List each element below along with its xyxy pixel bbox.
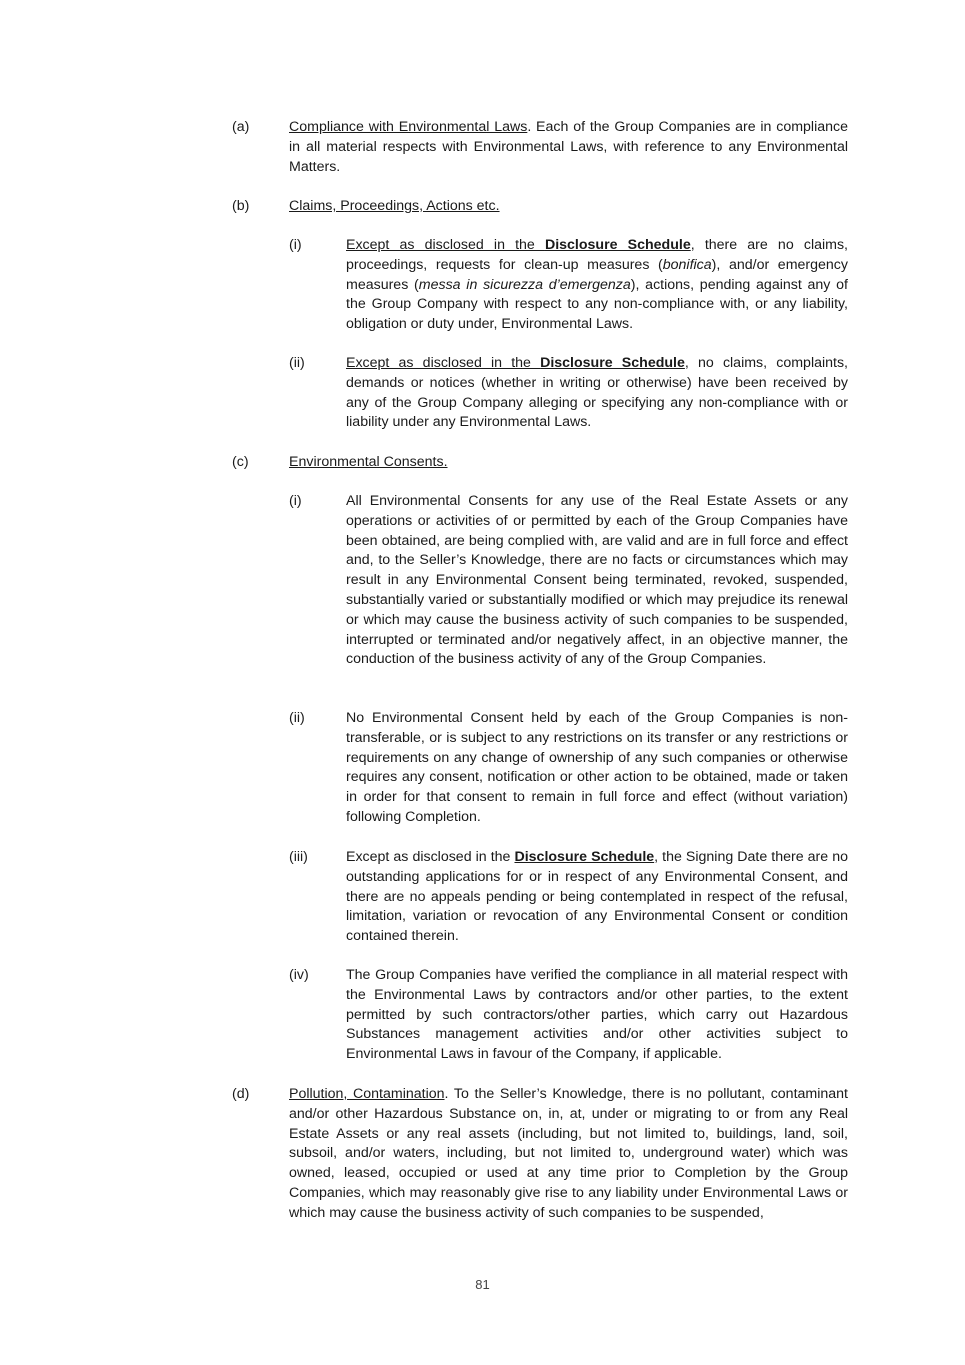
disclosure-schedule-ref: Disclosure Schedule: [540, 355, 685, 371]
clause-d-heading: Pollution, Contamination: [289, 1086, 445, 1102]
subclause-b-i-text-1: , there are no claims, proceedings, requests for clean-up measures (: [346, 237, 848, 273]
subclause-b-ii-lead: Except as disclosed in the: [346, 355, 541, 371]
subclause-label-c-i: (i): [289, 493, 302, 509]
clause-a: [289, 118, 848, 177]
clause-b-heading-row: [289, 197, 848, 217]
page-number: 81: [475, 1277, 490, 1292]
subclause-b-i-italic-2: messa in sicurezza d’emergenza: [418, 276, 631, 293]
subclause-label-b-i: (i): [289, 237, 302, 253]
clause-label-b: (b): [232, 198, 250, 214]
clause-label-c: (c): [232, 454, 249, 470]
subclause-b-i-text-3: ), actions, pending against any of the Group Company with respect to any non-compliance with, or any liability, obligation or duty under, Environmental Laws.: [346, 276, 848, 333]
subclause-label-c-iii: (iii): [289, 849, 308, 865]
clause-d-text: . To the Seller’s Knowledge, there is no pollutant, contaminant and/or other Hazardous Substance on, in, at, under or migrating to or from any Real Estate Assets or any real assets (including, but not limited to, buildings, land, soil, subsoil, and/or waters, including, but not limited to, underground water) which was owned, leased, occupied or used at any time prior to Completion by the Group Companies, which may reasonably give rise to any liability under Environmental Laws or which may cause the business activity of such companies to be suspended,: [289, 1086, 848, 1221]
clause-c-heading-row: [289, 453, 848, 473]
subclause-c-iv: The Group Companies have verified the compliance in all material respect with the Environmental Laws by contractors and/or other parties, to the extent permitted by such contractors/other parties, which carry out Hazardous Substances management activities and/or other activities subject to Environmental Laws in favour of the Company, if applicable.: [346, 967, 848, 1063]
subclause-b-i-italic-1: bonifica: [662, 256, 712, 273]
subclause-b-ii-text: , no claims, complaints, demands or notices (whether in writing or otherwise) have been received by any of the Group Company alleging or specifying any non-compliance with or liability under any Environmental Laws.: [346, 355, 849, 431]
subclause-b-i-lead: Except as disclosed in the: [346, 237, 545, 253]
clause-d: [289, 1085, 848, 1224]
subclause-c-iii: [346, 848, 848, 947]
clause-b-heading: Claims, Proceedings, Actions etc.: [289, 198, 500, 214]
subclause-label-c-iv: (iv): [289, 967, 309, 983]
subclause-b-ii: [346, 354, 848, 433]
disclosure-schedule-ref: Disclosure Schedule: [514, 849, 655, 865]
subclause-c-iii-lead: Except as disclosed in the: [346, 849, 515, 865]
subclause-c-ii: No Environmental Consent held by each of the Group Companies is non-transferable, or is subject to any restrictions on its transfer or any restrictions or requirements on any change of ownership of any such companies or otherwise requires any consent, notification or other action to be obtained, made or taken in order for that consent to remain in full force and effect (without variation) following Completion.: [346, 710, 848, 825]
subclause-b-i-text-2: ), and/or emergency measures (: [346, 256, 848, 293]
subclause-label-c-ii: (ii): [289, 710, 305, 726]
subclause-label-b-ii: (ii): [289, 355, 305, 371]
clause-label-a: (a): [232, 119, 250, 135]
clause-c-heading: Environmental Consents.: [289, 454, 448, 470]
clause-a-heading: Compliance with Environmental Laws: [289, 119, 528, 135]
subclause-b-i: [346, 236, 848, 335]
clause-label-d: (d): [232, 1086, 250, 1102]
subclause-c-iii-text: , the Signing Date there are no outstanding applications for or in respect of any Environmental Consent, and there are no appeals pending or being contemplated in respect of the refusal, limitation, variation or revocation of any Environmental Consent or condition contained therein.: [346, 849, 848, 945]
subclause-c-i: All Environmental Consents for any use of the Real Estate Assets or any operations or activities of or permitted by each of the Group Companies have been obtained, are being complied with, are valid and are in full force and effect and, to the Seller’s Knowledge, there are no facts or circumstances which may result in any Environmental Consent being terminated, revoked, suspended, substantially varied or substantially modified or which may prejudice its renewal or which may cause the business activity of such companies to be suspended, interrupted or terminated and/or negatively affect, in an objective manner, the conduction of the business activity of any of the Group Companies.: [346, 493, 848, 668]
disclosure-schedule-ref: Disclosure Schedule: [544, 237, 691, 253]
clause-a-text: . Each of the Group Companies are in compliance in all material respects with Environmental Laws, with reference to any Environmental Matters.: [289, 119, 848, 175]
